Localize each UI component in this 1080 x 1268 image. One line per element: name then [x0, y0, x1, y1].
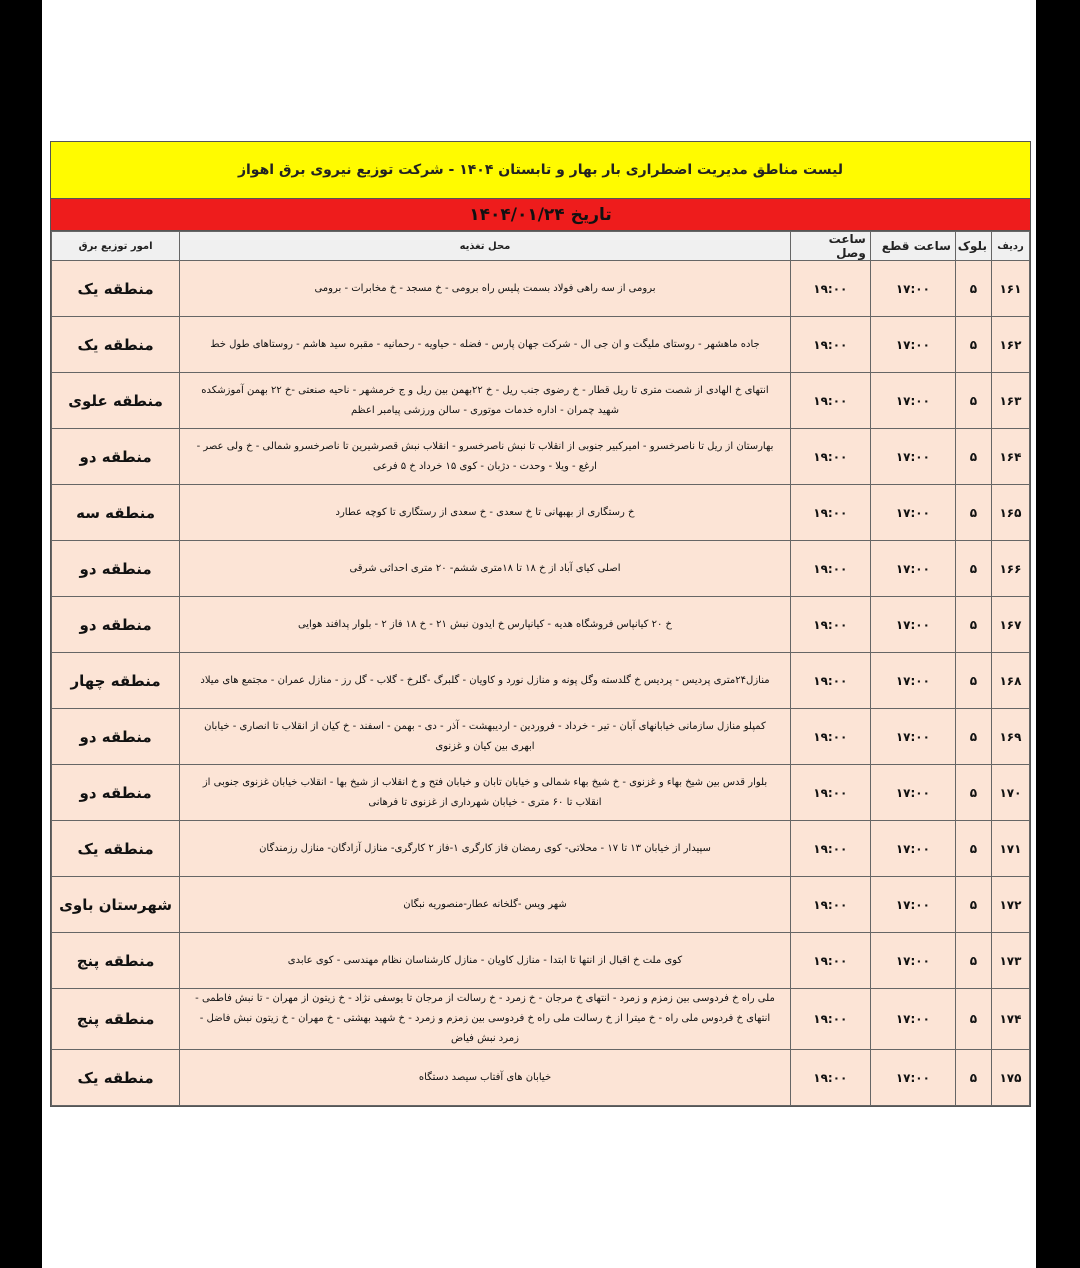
cell-district: منطقه دو [52, 709, 180, 765]
table-row [52, 989, 1030, 1050]
table-row [52, 261, 1030, 317]
table-row [52, 821, 1030, 877]
cell-location: جاده ماهشهر - روستای ملیگت و ان جی ال - شرکت جهان پارس - فضله - حیاویه - رحمانیه - مقبره سید هاشم - روستاهای طول خط [180, 317, 791, 373]
cell-district: منطقه پنج [52, 933, 180, 989]
cell-row-number: ۱۶۴ [991, 429, 1029, 485]
cell-location: کمپلو منازل سازمانی خیابانهای آبان - تیر - خرداد - فروردین - اردیبهشت - آذر - دی - بهمن - اسفند - خ کیان از انقلاب تا انصاری - خیابان ابهری بین کیان و غزنوی [180, 709, 791, 765]
cell-connect-time: ۱۹:۰۰ [790, 709, 870, 765]
cell-location: بلوار قدس بین شیخ بهاء و غزنوی - خ شیخ بهاء شمالی و خیابان تابان و خیابان فتح و خ انقلاب از شیخ بها - انقلاب خیابان غزنوی جنوبی از انقلاب تا ۶۰ متری - خیابان شهرداری از غزنوی تا فرهانی [180, 765, 791, 821]
cell-location: شهر ویس -گلخانه عطار-منصوریه نبگان [180, 877, 791, 933]
cell-block: ۵ [955, 765, 991, 821]
table-row [52, 485, 1030, 541]
cell-location: سپیدار از خیابان ۱۳ تا ۱۷ - محلاتی- کوی رمضان فاز کارگری ۱-فاز ۲ کارگری- منازل آزادگان- منازل رزمندگان [180, 821, 791, 877]
header-block: بلوک [955, 232, 991, 261]
cell-block: ۵ [955, 877, 991, 933]
cell-block: ۵ [955, 597, 991, 653]
cell-location: برومی از سه راهی فولاد بسمت پلیس راه برومی - خ مسجد - خ مخابرات - برومی [180, 261, 791, 317]
cell-block: ۵ [955, 653, 991, 709]
sheet-title: لیست مناطق مدیریت اضطراری بار بهار و تابستان ۱۴۰۴ - شرکت توزیع نیروی برق اهواز [51, 142, 1030, 199]
cell-district: منطقه یک [52, 261, 180, 317]
cell-location: خ رستگاری از بهبهانی تا خ سعدی - خ سعدی از رستگاری تا کوچه عطارد [180, 485, 791, 541]
header-district: امور توزیع برق [52, 232, 180, 261]
header-cut-time: ساعت قطع [870, 232, 955, 261]
table-row [52, 1050, 1030, 1106]
header-row-number: ردیف [991, 232, 1029, 261]
cell-district: منطقه چهار [52, 653, 180, 709]
cell-block: ۵ [955, 485, 991, 541]
cell-cut-time: ۱۷:۰۰ [870, 373, 955, 429]
cell-block: ۵ [955, 989, 991, 1050]
cell-cut-time: ۱۷:۰۰ [870, 261, 955, 317]
table-row [52, 597, 1030, 653]
cell-block: ۵ [955, 261, 991, 317]
cell-connect-time: ۱۹:۰۰ [790, 541, 870, 597]
cell-cut-time: ۱۷:۰۰ [870, 597, 955, 653]
table-row [52, 709, 1030, 765]
schedule-table [51, 231, 1030, 1106]
table-row [52, 765, 1030, 821]
cell-connect-time: ۱۹:۰۰ [790, 989, 870, 1050]
cell-district: منطقه دو [52, 429, 180, 485]
cell-row-number: ۱۷۲ [991, 877, 1029, 933]
cell-location: کوی ملت خ اقبال از انتها تا ابتدا - منازل کاویان - منازل کارشناسان نظام مهندسی - کوی عابدی [180, 933, 791, 989]
cell-block: ۵ [955, 821, 991, 877]
cell-block: ۵ [955, 429, 991, 485]
outage-schedule-sheet [50, 141, 1031, 1107]
cell-location: اصلی کیای آباد از خ ۱۸ تا ۱۸متری ششم- ۲۰ متری احداثی شرقی [180, 541, 791, 597]
cell-row-number: ۱۶۷ [991, 597, 1029, 653]
cell-row-number: ۱۷۴ [991, 989, 1029, 1050]
cell-location: خ ۲۰ کیانپاس فروشگاه هدیه - کیانپارس خ ایدون نبش ۲۱ - خ ۱۸ فاز ۲ - بلوار پدافند هوایی [180, 597, 791, 653]
cell-connect-time: ۱۹:۰۰ [790, 485, 870, 541]
cell-row-number: ۱۶۳ [991, 373, 1029, 429]
cell-connect-time: ۱۹:۰۰ [790, 429, 870, 485]
cell-block: ۵ [955, 317, 991, 373]
cell-row-number: ۱۷۳ [991, 933, 1029, 989]
cell-district: منطقه دو [52, 597, 180, 653]
cell-row-number: ۱۶۵ [991, 485, 1029, 541]
table-row [52, 429, 1030, 485]
table-row [52, 373, 1030, 429]
table-row [52, 317, 1030, 373]
cell-district: منطقه یک [52, 317, 180, 373]
cell-cut-time: ۱۷:۰۰ [870, 1050, 955, 1106]
table-row [52, 653, 1030, 709]
cell-district: شهرستان باوی [52, 877, 180, 933]
cell-row-number: ۱۶۹ [991, 709, 1029, 765]
cell-block: ۵ [955, 541, 991, 597]
header-connect-time: ساعت وصل [790, 232, 870, 261]
cell-row-number: ۱۷۱ [991, 821, 1029, 877]
cell-block: ۵ [955, 1050, 991, 1106]
document-page [42, 0, 1036, 1268]
cell-connect-time: ۱۹:۰۰ [790, 765, 870, 821]
cell-cut-time: ۱۷:۰۰ [870, 429, 955, 485]
cell-cut-time: ۱۷:۰۰ [870, 709, 955, 765]
cell-connect-time: ۱۹:۰۰ [790, 653, 870, 709]
table-row [52, 933, 1030, 989]
header-location: محل تغذیه [180, 232, 791, 261]
table-header-row [52, 232, 1030, 261]
cell-connect-time: ۱۹:۰۰ [790, 373, 870, 429]
cell-block: ۵ [955, 709, 991, 765]
cell-connect-time: ۱۹:۰۰ [790, 933, 870, 989]
cell-connect-time: ۱۹:۰۰ [790, 317, 870, 373]
cell-district: منطقه یک [52, 1050, 180, 1106]
cell-cut-time: ۱۷:۰۰ [870, 317, 955, 373]
cell-cut-time: ۱۷:۰۰ [870, 541, 955, 597]
cell-district: منطقه یک [52, 821, 180, 877]
cell-row-number: ۱۶۸ [991, 653, 1029, 709]
cell-cut-time: ۱۷:۰۰ [870, 933, 955, 989]
cell-district: منطقه پنج [52, 989, 180, 1050]
cell-row-number: ۱۷۵ [991, 1050, 1029, 1106]
cell-location: خیابان های آفتاب سیصد دستگاه [180, 1050, 791, 1106]
cell-row-number: ۱۶۱ [991, 261, 1029, 317]
cell-district: منطقه علوی [52, 373, 180, 429]
date-banner: تاریخ ۱۴۰۴/۰۱/۲۴ [51, 199, 1030, 231]
cell-connect-time: ۱۹:۰۰ [790, 877, 870, 933]
cell-cut-time: ۱۷:۰۰ [870, 485, 955, 541]
cell-cut-time: ۱۷:۰۰ [870, 877, 955, 933]
cell-row-number: ۱۶۶ [991, 541, 1029, 597]
cell-row-number: ۱۶۲ [991, 317, 1029, 373]
table-row [52, 877, 1030, 933]
table-row [52, 541, 1030, 597]
cell-block: ۵ [955, 373, 991, 429]
cell-cut-time: ۱۷:۰۰ [870, 653, 955, 709]
cell-location: منازل۲۴متری پردیس - پردیس خ گلدسته وگل پونه و منازل نورد و کاویان - گلبرگ -گلرخ - گلاب - گل رز - منازل عمران - مجتمع های میلاد [180, 653, 791, 709]
cell-cut-time: ۱۷:۰۰ [870, 821, 955, 877]
cell-connect-time: ۱۹:۰۰ [790, 821, 870, 877]
cell-connect-time: ۱۹:۰۰ [790, 1050, 870, 1106]
cell-location: بهارستان از ریل تا ناصرخسرو - امیرکبیر جنوبی از انقلاب تا نبش ناصرخسرو - انقلاب نبش قصرشیرین تا ناصرخسرو شمالی - خ ولی عصر - ارغع - ویلا - وحدت - دژبان - کوی ۱۵ خرداد خ ۵ فرعی [180, 429, 791, 485]
cell-cut-time: ۱۷:۰۰ [870, 989, 955, 1050]
cell-district: منطقه دو [52, 541, 180, 597]
cell-block: ۵ [955, 933, 991, 989]
cell-connect-time: ۱۹:۰۰ [790, 597, 870, 653]
cell-connect-time: ۱۹:۰۰ [790, 261, 870, 317]
cell-location: انتهای خ الهادی از شصت متری تا ریل قطار - خ رضوی جنب ریل - خ ۲۲بهمن بین ریل و ج خرمشهر - ناحیه صنعتی -خ ۲۲ بهمن آموزشکده شهید چمران - اداره خدمات موتوری - سالن ورزشی پیامبر اعظم [180, 373, 791, 429]
cell-row-number: ۱۷۰ [991, 765, 1029, 821]
cell-location: ملی راه خ فردوسی بین زمزم و زمرد - انتهای خ مرجان - خ زمرد - خ رسالت از مرجان تا یوسفی نژاد - خ زیتون از مهران - تا نبش فاطمی - انتهای خ فردوس ملی راه - خ میترا از خ رسالت ملی راه خ فردوسی بین زمزم و زمرد - خ شهید بهشتی - خ مهران - خ زیتون نبش فاضل - زمرد نبش فیاض [180, 989, 791, 1050]
cell-district: منطقه دو [52, 765, 180, 821]
cell-district: منطقه سه [52, 485, 180, 541]
cell-cut-time: ۱۷:۰۰ [870, 765, 955, 821]
